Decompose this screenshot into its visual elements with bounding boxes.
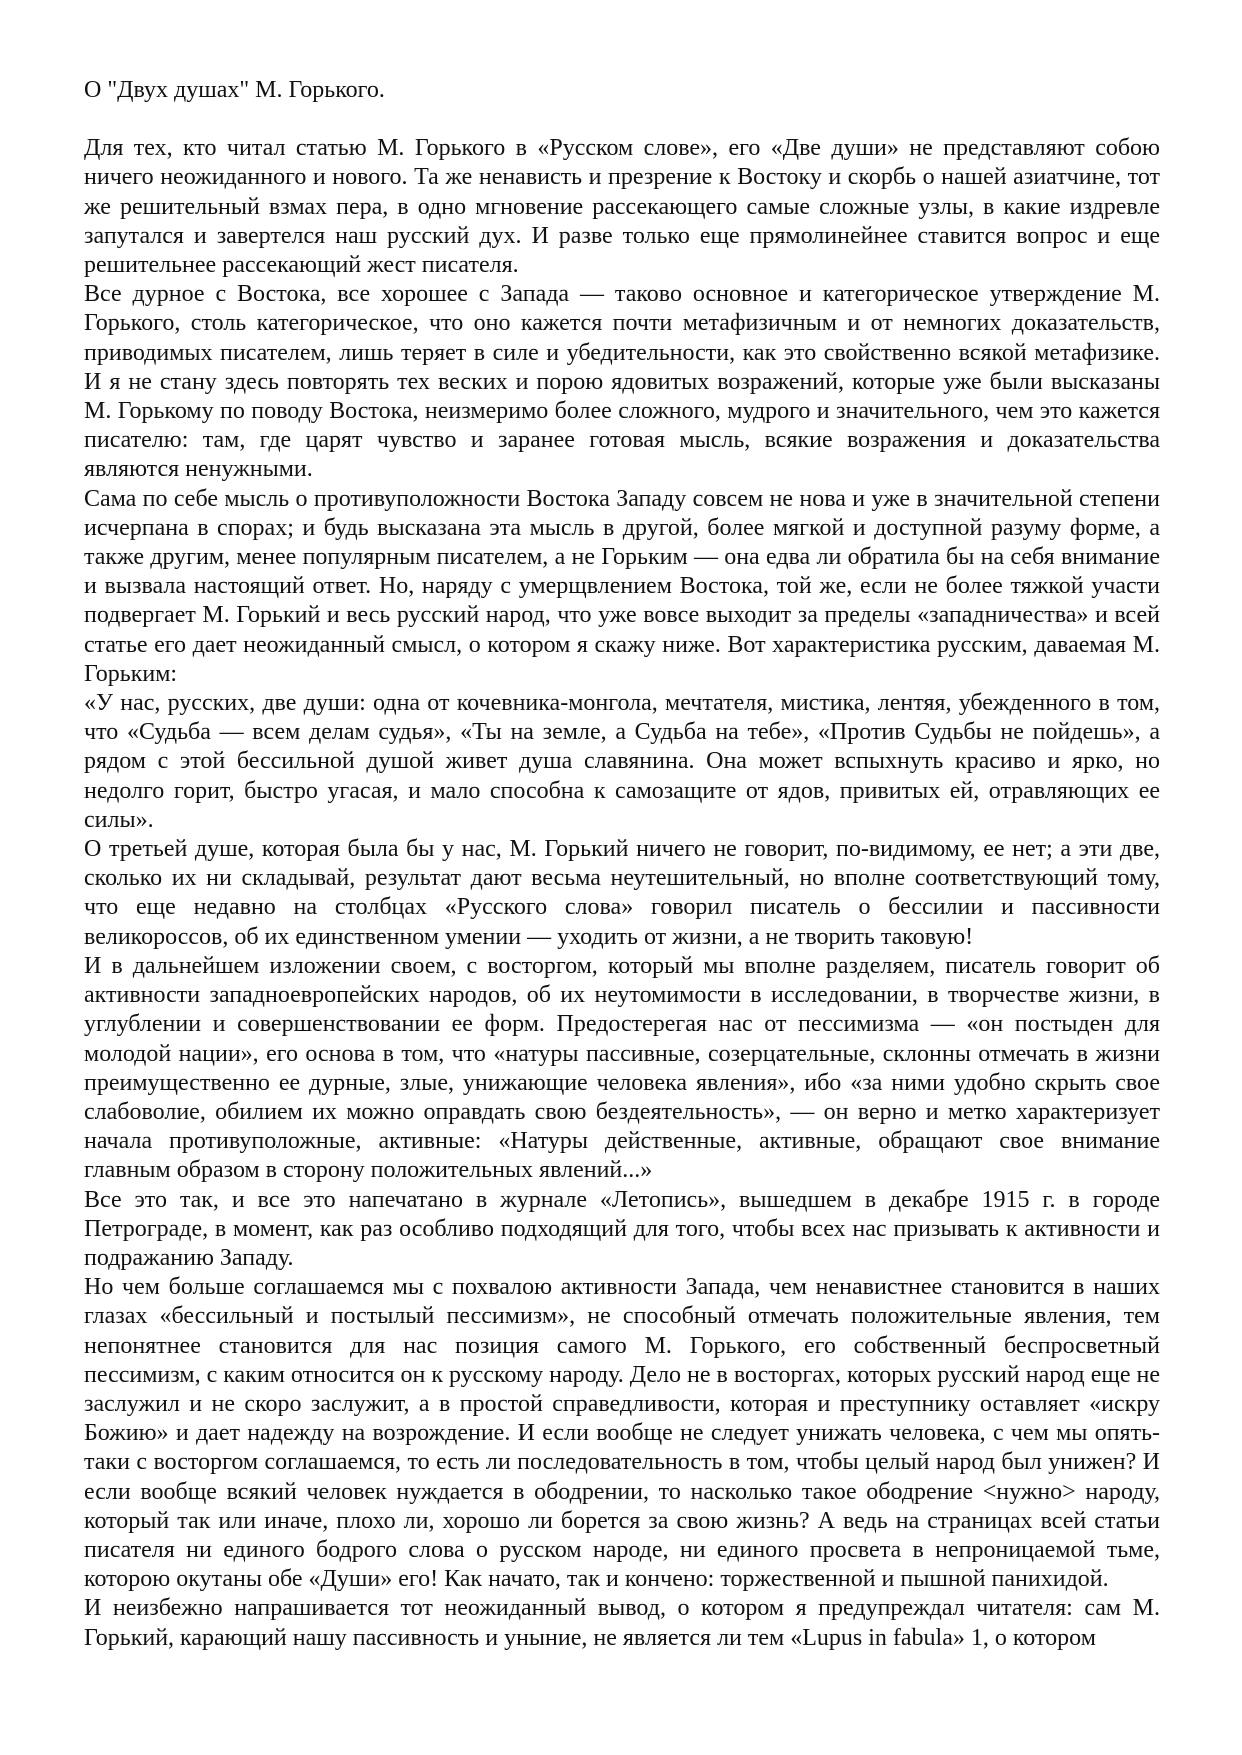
paragraph-last: И неизбежно напрашивается тот неожиданный вывод, о котором я предупреждал читателя: сам М. Горький, карающий нашу пассивность и уныние, не является ли тем «Lupus in fabula» 1, о котором [84,1595,1160,1651]
paragraph: Но чем больше соглашаемся мы с похвалою активности Запада, чем ненавистнее становится в наших глазах «бессильный и постылый пессимизм», не способный отмечать положительные явления, тем непонятнее становится для нас позиция самого М. Горького, его собственный беспросветный пессимизм, с каким относится он к русскому народу. Дело не в восторгах, которых русский народ еще не заслужил и не скоро заслужит, а в простой справедливости, которая и преступнику оставляет «искру Божию» и дает надежду на возрождение. И если вообще не следует унижать человека, с чем мы опять-таки с восторгом соглашаемся, то есть ли последовательность в том, чтобы целый народ был унижен? И если вообще всякий человек нуждается в ободрении, то насколько такое ободрение <нужно> народу, который так или иначе, плохо ли, хорошо ли борется за свою жизнь? А ведь на страницах всей статьи писателя ни единого бодрого слова о русском народе, ни единого просвета в непроницаемой тьме, которою окутаны обе «Души» его! Как начато, так и кончено: торжественной и пышной панихидой. [84,1274,1161,1593]
paragraph: Все дурное с Востока, все хорошее с Запада — таково основное и категорическое утверждение М. Горького, столь категорическое, что оно кажется почти метафизичным и от немногих доказательств, приводимых писателем, лишь теряет в силе и убедительности, как это свойственно всякой метафизике. И я не стану здесь повторять тех веских и порою ядовитых возражений, которые уже были высказаны М. Горькому по поводу Востока, неизмеримо более сложного, мудрого и значительного, чем это кажется писателю: там, где царят чувство и заранее готовая мысль, всякие возражения и доказательства являются ненужными. [84,281,1160,483]
paragraph: Сама по себе мысль о противуположности Востока Западу совсем не нова и уже в значительной степени исчерпана в спорах; и будь высказана эта мысль в другой, более мягкой и доступной разуму форме, а также другим, менее популярным писателем, а не Горьким — она едва ли обратила бы на себя внимание и вызвала настоящий ответ. Но, наряду с умерщвлением Востока, той же, если не более тяжкой участи подвергает М. Горький и весь русский народ, что уже вовсе выходит за пределы «западничества» и всей статье его дает неожиданный смысл, о котором я скажу ниже. Вот характеристика русским, даваемая М. Горьким: [84,485,1160,687]
document-title: О "Двух душах" М. Горького. [84,77,385,103]
document-page [84,76,1160,1653]
paragraph: О третьей душе, которая была бы у нас, М. Горький ничего не говорит, по-видимому, ее нет; а эти две, сколько их ни складывай, результат дают весьма неутешительный, но вполне соответствующий тому, что еще недавно на столбцах «Русского слова» говорил писатель о бессилии и пассивности великороссов, об их единственном умении — уходить от жизни, а не творить таковую! [84,836,1160,950]
quote-paragraph: «У нас, русских, две души: одна от кочевника-монгола, мечтателя, мистика, лентяя, убежденного в том, что «Судьба — всем делам судья», «Ты на земле, а Судьба на тебе», «Против Судьбы не пойдешь», а рядом с этой бессильной душой живет душа славянина. Она может вспыхнуть красиво и ярко, но недолго горит, быстро угасая, и мало способна к самозащите от ядов, привитых ей, отравляющих ее силы». [84,690,1160,833]
paragraph: Все это так, и все это напечатано в журнале «Летопись», вышедшем в декабре 1915 г. в городе Петрограде, в момент, как раз особливо подходящий для того, чтобы всех нас призывать к активности и подражанию Западу. [84,1186,1160,1271]
paragraph: Для тех, кто читал статью М. Горького в «Русском слове», его «Две души» не представляют собою ничего неожиданного и нового. Та же ненависть и презрение к Востоку и скорбь о нашей азиатчине, тот же решительный взмах пера, в одно мгновение рассекающего самые сложные узлы, в какие издревле запутался и завертелся наш русский дух. И разве только еще прямолинейнее ставится вопрос и еще решительнее рассекающий жест писателя. [84,135,1160,279]
paragraph: И в дальнейшем изложении своем, с восторгом, который мы вполне разделяем, писатель говорит об активности западноевропейских народов, об их неутомимости в исследовании, в творчестве жизни, в углублении и совершенствовании ее форм. Предостерегая нас от пессимизма — «он постыден для молодой нации», его основа в том, что «натуры пассивные, созерцательные, склонны отмечать в жизни преимущественно ее дурные, злые, унижающие человека явления», ибо «за ними удобно скрыть свое слабоволие, обилием их можно оправдать свою бездеятельность», — он верно и метко характеризует начала противуположные, активные: «Натуры действенные, активные, обращают свое внимание главным образом в сторону положительных явлений...» [84,952,1160,1184]
